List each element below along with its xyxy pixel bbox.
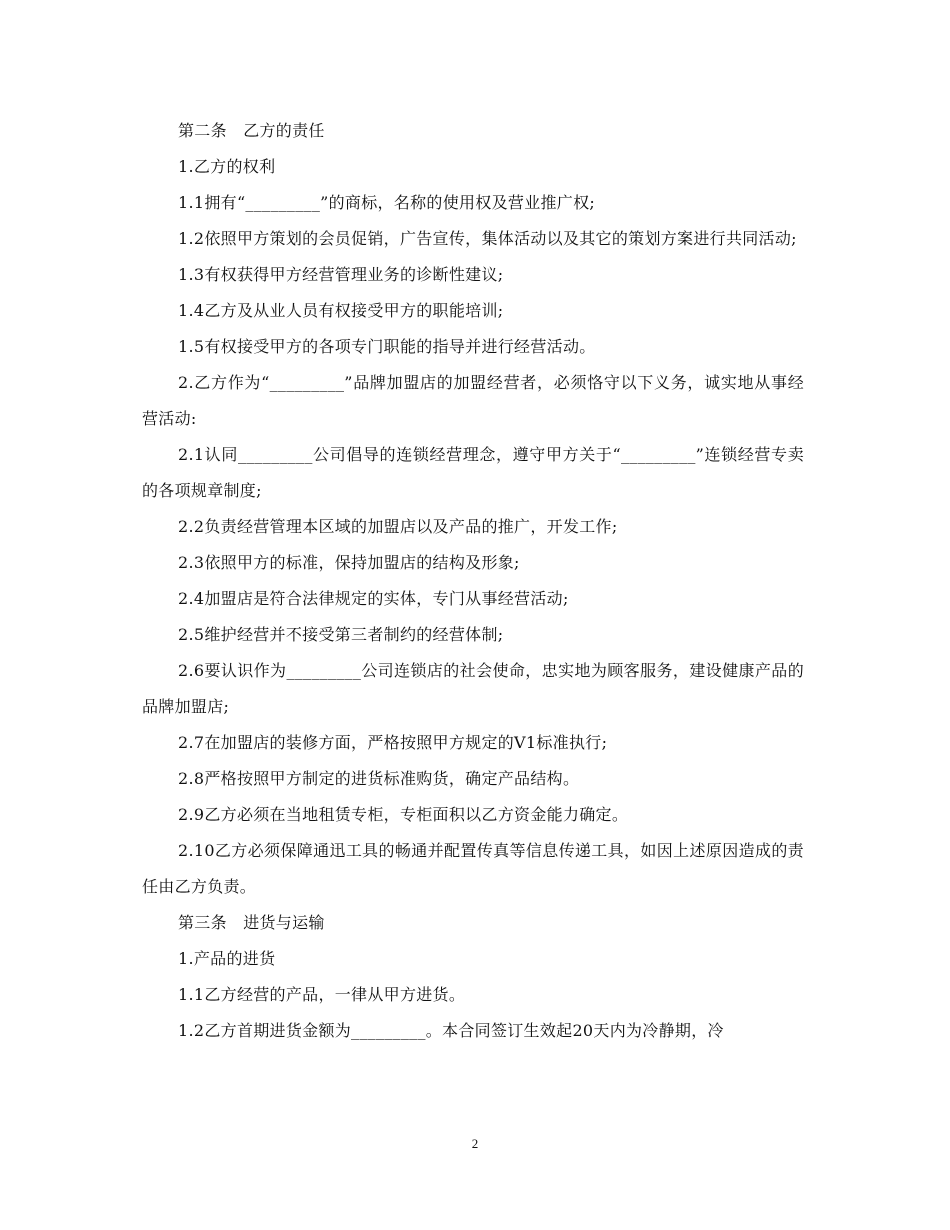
paragraph: 2.10乙方必须保障通迅工具的畅通并配置传真等信息传递工具，如因上述原因造成的责任由乙方负责。 bbox=[142, 841, 804, 896]
paragraph: 1.4乙方及从业人员有权接受甲方的职能培训; bbox=[178, 301, 504, 320]
section-heading-article-2: 第二条 乙方的责任 bbox=[178, 121, 325, 140]
paragraph: 1.1乙方经营的产品，一律从甲方进货。 bbox=[178, 985, 466, 1004]
paragraph: 2.4加盟店是符合法律规定的实体，专门从事经营活动; bbox=[178, 589, 569, 608]
paragraph: 1.1拥有“_________”的商标，名称的使用权及营业推广权; bbox=[178, 193, 596, 212]
paragraph: 1.产品的进货 bbox=[178, 949, 276, 968]
paragraph: 2.2负责经营管理本区域的加盟店以及产品的推广，开发工作; bbox=[178, 517, 618, 536]
paragraph: 2.9乙方必须在当地租赁专柜，专柜面积以乙方资金能力确定。 bbox=[178, 805, 629, 824]
paragraph: 1.3有权获得甲方经营管理业务的诊断性建议; bbox=[178, 265, 504, 284]
paragraph: 1.2依照甲方策划的会员促销，广告宣传，集体活动以及其它的策划方案进行共同活动; bbox=[178, 229, 797, 248]
paragraph: 2.乙方作为“_________”品牌加盟店的加盟经营者，必须恪守以下义务，诚实地从事经营活动: bbox=[142, 373, 804, 428]
paragraph: 1.5有权接受甲方的各项专门职能的指导并进行经营活动。 bbox=[178, 337, 596, 356]
paragraph: 2.1认同_________公司倡导的连锁经营理念，遵守甲方关于“_________”连锁经营专卖的各项规章制度; bbox=[142, 445, 804, 500]
paragraph: 2.6要认识作为_________公司连锁店的社会使命，忠实地为顾客服务，建设健康产品的品牌加盟店; bbox=[142, 661, 804, 716]
paragraph: 2.5维护经营并不接受第三者制约的经营体制; bbox=[178, 625, 504, 644]
paragraph: 1.乙方的权利 bbox=[178, 157, 276, 176]
paragraph: 2.7在加盟店的装修方面，严格按照甲方规定的V1标准执行; bbox=[178, 733, 608, 752]
section-heading-article-3: 第三条 进货与运输 bbox=[178, 913, 325, 932]
document-body bbox=[142, 113, 804, 1049]
paragraph: 2.3依照甲方的标准，保持加盟店的结构及形象; bbox=[178, 553, 520, 572]
paragraph: 1.2乙方首期进货金额为_________。本合同签订生效起20天内为冷静期，冷 bbox=[178, 1021, 724, 1040]
page-number: 2 bbox=[471, 1136, 479, 1151]
paragraph: 2.8严格按照甲方制定的进货标准购货，确定产品结构。 bbox=[178, 769, 580, 788]
